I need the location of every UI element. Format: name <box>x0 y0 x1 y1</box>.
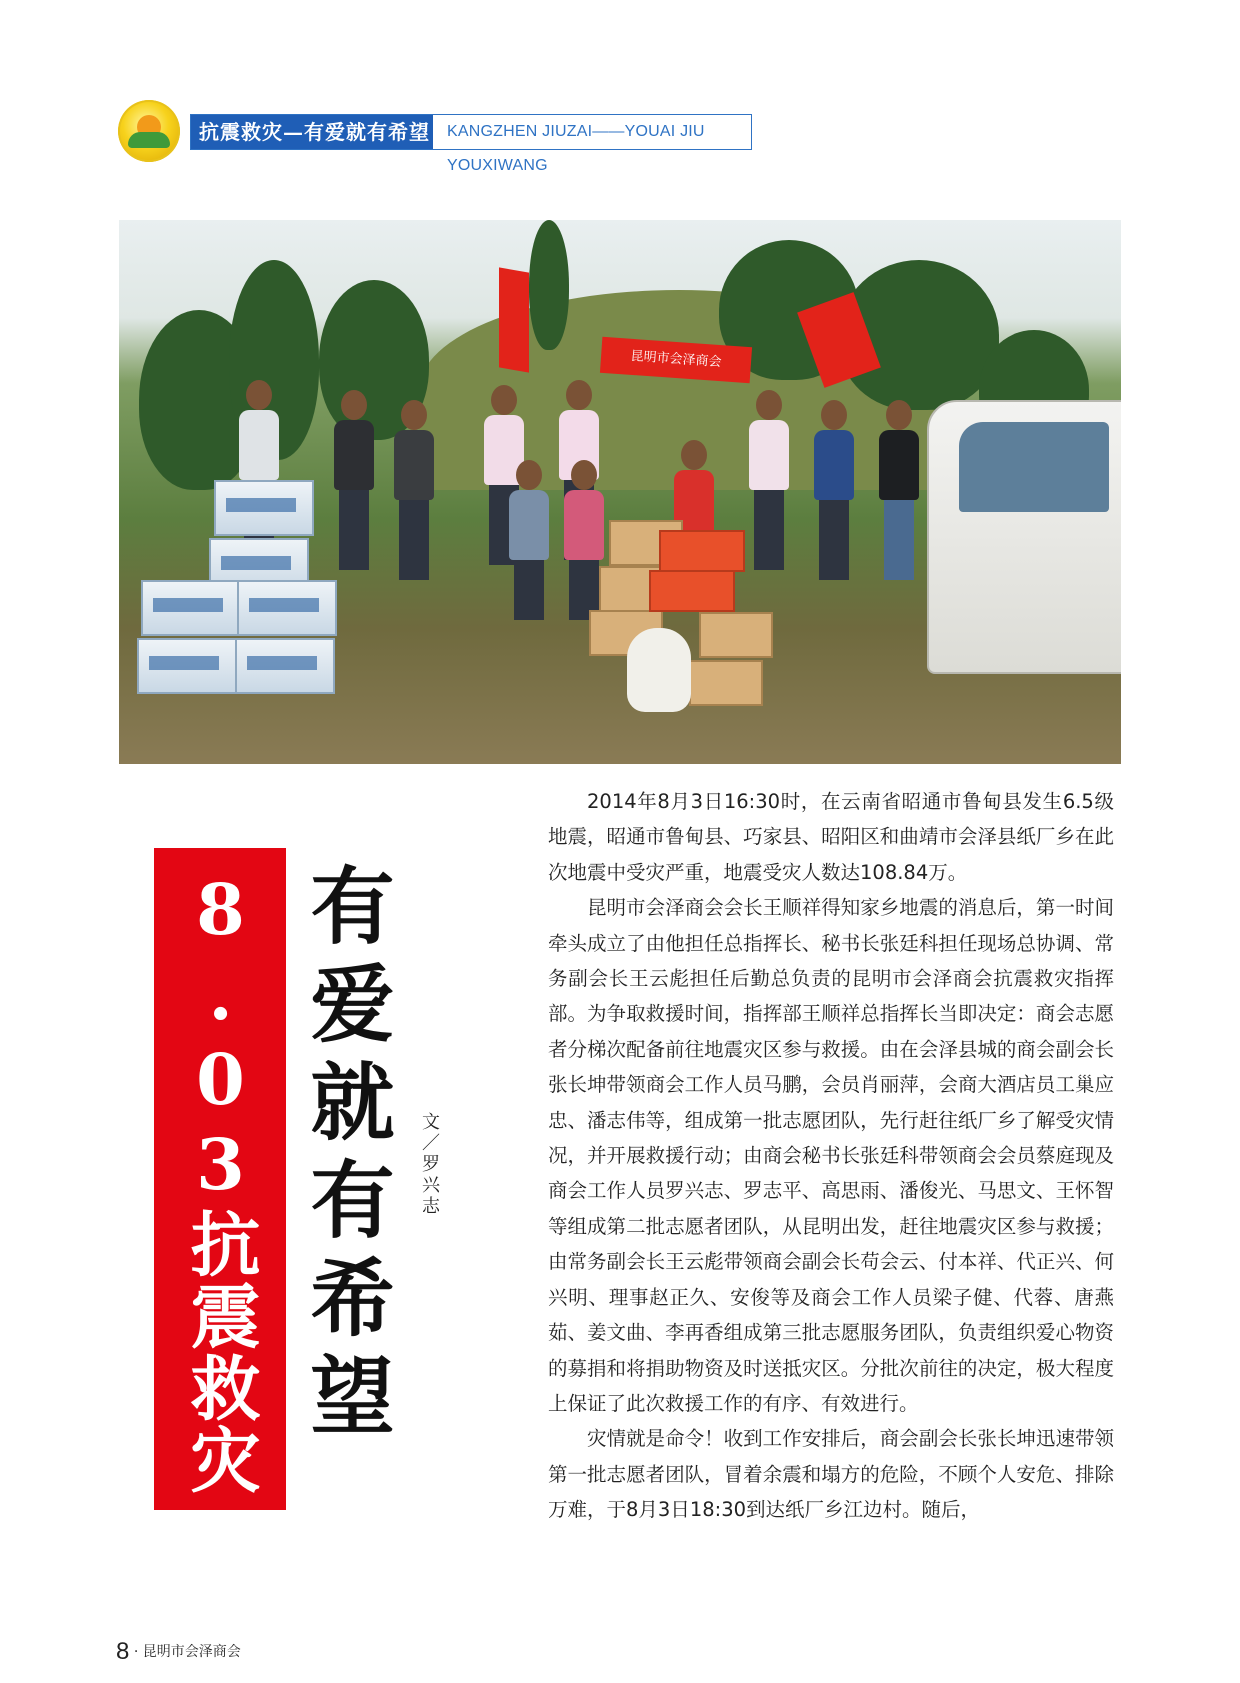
photo-banner: 昆明市会泽商会 <box>600 337 752 383</box>
person <box>509 460 549 620</box>
supply-box <box>659 530 745 572</box>
person <box>564 460 604 620</box>
publication-name: · 昆明市会泽商会 <box>133 1644 241 1660</box>
supply-box <box>235 638 335 694</box>
supply-box <box>649 570 735 612</box>
section-banner <box>190 114 752 174</box>
magazine-logo <box>118 100 180 162</box>
article-paragraph: 昆明市会泽商会会长王顺祥得知家乡地震的消息后，第一时间牵头成立了由他担任总指挥长、秘书长张廷科担任现场总协调、常务副会长王云彪担任后勤总负责的昆明市会泽商会抗震救灾指挥部。为争取救援时间，指挥部王顺祥总指挥长当即决定：商会志愿者分梯次配备前往地震灾区参与救援。由在会泽县城的商会副会长张长坤带领商会工作人员马鹏，会员肖丽萍，会商大酒店员工巢应忠、潘志伟等，组成第一批志愿团队，先行赶往纸厂乡了解受灾情况，并开展救援行动；由商会秘书长张廷科带领商会会员蔡庭现及商会工作人员罗兴志、罗志平、高思雨、潘俊光、马思文、王怀智等组成第二批志愿者团队，从昆明出发，赶往地震灾区参与救援；由常务副会长王云彪带领商会副会长苟会云、付本祥、代正兴、何兴明、理事赵正久、安俊等及商会工作人员梁子健、代蓉、唐燕茹、姜文曲、李再香组成第三批志愿服务团队，负责组织爱心物资的募捐和将捐助物资及时送抵灾区。分批次前往的决定，极大程度上保证了此次救援工作的有序、有效进行。 <box>548 896 1114 1415</box>
person <box>879 400 919 580</box>
person <box>394 400 434 580</box>
supply-box <box>237 580 337 636</box>
supply-box <box>137 638 237 694</box>
person <box>814 400 854 580</box>
red-title-band <box>154 848 286 1510</box>
supply-box <box>141 580 241 636</box>
page-footer <box>116 1638 241 1666</box>
supply-box <box>689 660 763 706</box>
article-body <box>548 784 1114 1528</box>
section-title-en: KANGZHEN JIUZAI——YOUAI JIU YOUXIWANG <box>447 123 705 174</box>
supply-box <box>699 612 773 658</box>
event-title: 8.03抗震救灾 <box>179 868 262 1496</box>
red-flag <box>499 267 529 372</box>
hill-icon <box>128 132 170 148</box>
relief-team-photo <box>119 220 1121 764</box>
author-byline: 文／罗兴志 <box>419 1112 440 1217</box>
supply-box <box>214 480 314 536</box>
article-paragraph: 灾情就是命令！收到工作安排后，商会副会长张长坤迅速带领第一批志愿者团队，冒着余震和塌方的危险，不顾个人安危、排除万难，于8月3日18:30到达纸厂乡江边村。随后， <box>548 1427 1114 1522</box>
white-pickup-truck <box>927 400 1121 674</box>
article-paragraph: 2014年8月3日16:30时，在云南省昭通市鲁甸县发生6.5级地震，昭通市鲁甸县、巧家县、昭阳区和曲靖市会泽县纸厂乡在此次地震中受灾严重，地震受灾人数达108.84万。 <box>548 790 1114 884</box>
section-title-cn: 抗震救灾—有爱就有希望 <box>191 115 433 149</box>
page-number: 8 <box>116 1638 130 1665</box>
rice-sack <box>627 628 691 712</box>
article-headline: 有爱就有希望 <box>297 862 396 1450</box>
person <box>334 390 374 570</box>
person <box>749 390 789 570</box>
